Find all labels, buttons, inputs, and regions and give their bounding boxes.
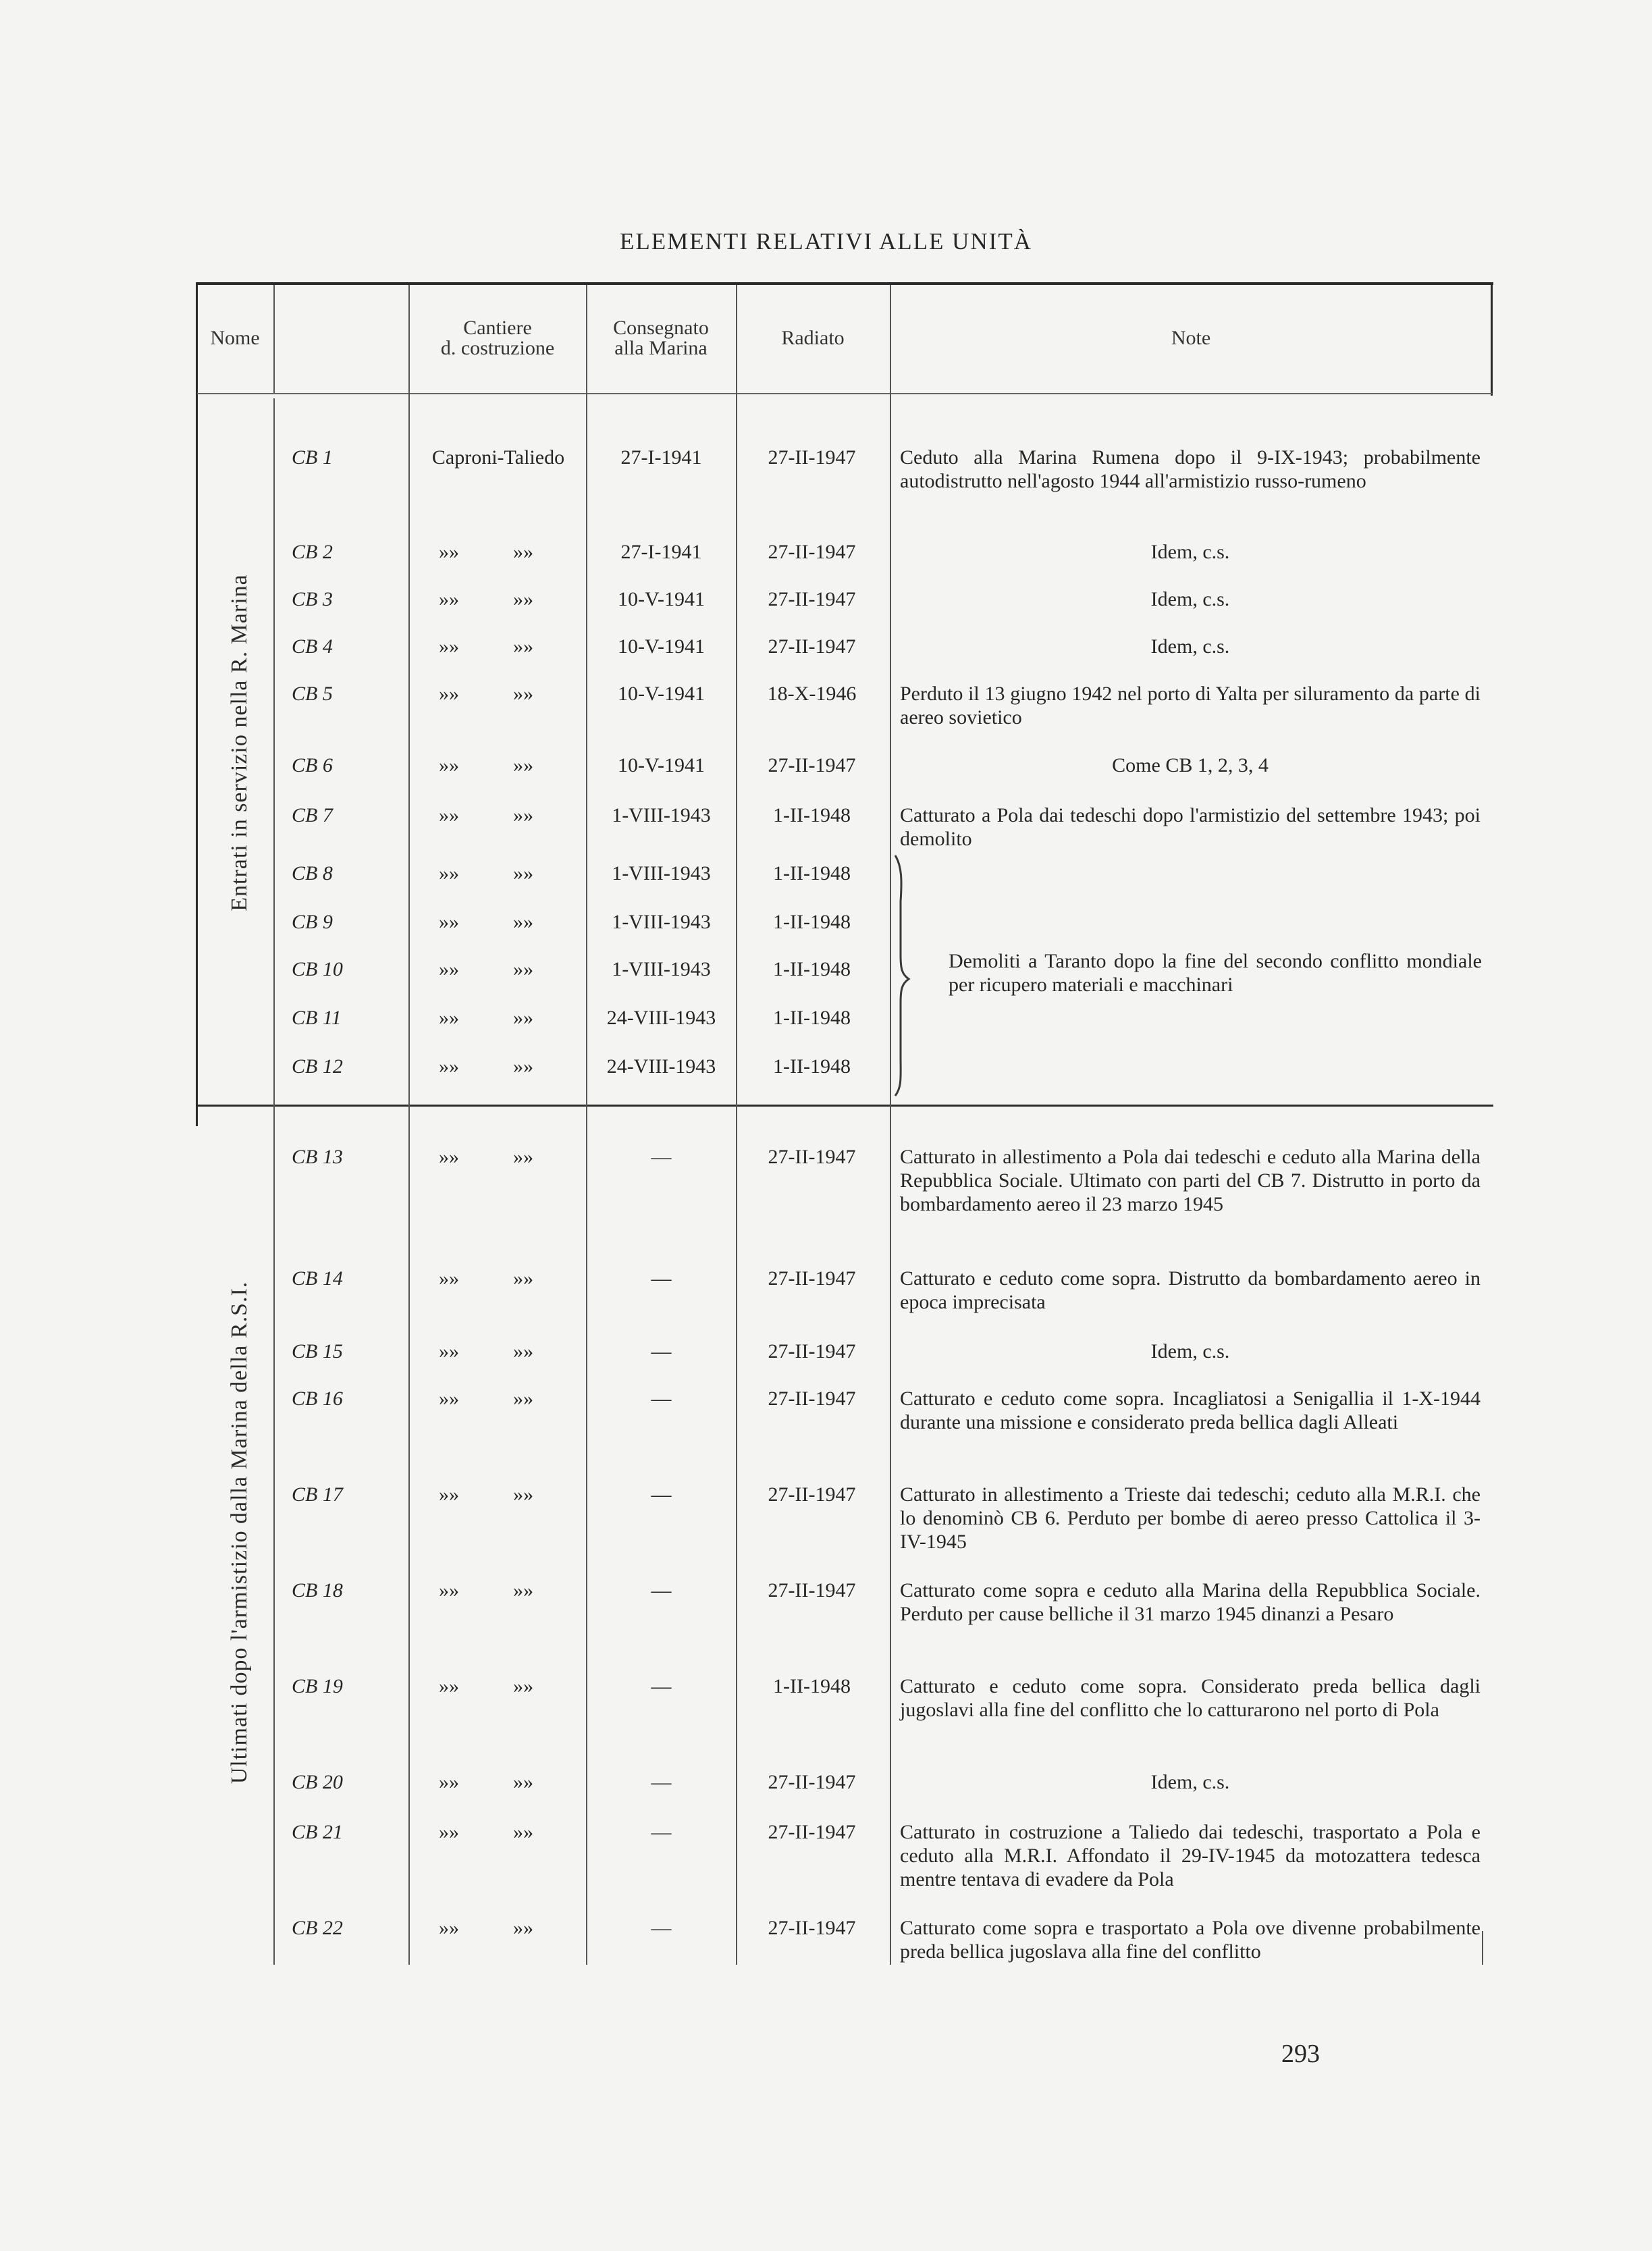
column-divider: [1482, 1931, 1483, 1965]
unit-removed-date: 27-II-1947: [768, 1146, 856, 1168]
ditto-mark: »»: [513, 862, 533, 884]
page-title: ELEMENTI RELATIVI ALLE UNITÀ: [619, 228, 1032, 255]
unit-removed-date: 1-II-1948: [773, 1675, 851, 1697]
unit-delivered-date: —: [651, 1387, 672, 1410]
unit-delivered-date: —: [651, 1146, 672, 1168]
unit-note: Come CB 1, 2, 3, 4: [1112, 754, 1269, 776]
unit-shipyard: Caproni-Taliedo: [431, 446, 565, 469]
ditto-mark: »»: [439, 1267, 459, 1290]
unit-delivered-date: —: [651, 1917, 672, 1939]
header-notes: Note: [1171, 327, 1211, 349]
section-label-rsi: Ultimati dopo l'armistizio dalla Marina della R.S.I.: [227, 1281, 252, 1784]
unit-removed-date: 1-II-1948: [773, 1055, 851, 1078]
ditto-mark: »»: [439, 862, 459, 884]
unit-name: CB 5: [292, 683, 333, 705]
unit-removed-date: 18-X-1946: [767, 683, 857, 705]
unit-name: CB 4: [292, 635, 333, 658]
header-shipyard: Cantiere d. costruzione: [440, 317, 555, 359]
unit-note: Catturato come sopra e trasportato a Pola ove divenne probabilmente preda bellica jugoslava alla fine del conflitto: [900, 1917, 1481, 1963]
header-name: Nome: [210, 327, 260, 349]
unit-delivered-date: 1-VIII-1943: [612, 862, 711, 884]
ditto-mark: »»: [513, 754, 533, 776]
unit-name: CB 16: [292, 1387, 343, 1410]
group-brace: [892, 854, 947, 1097]
unit-delivered-date: —: [651, 1771, 672, 1793]
unit-removed-date: 27-II-1947: [768, 541, 856, 563]
ditto-mark: »»: [513, 958, 533, 980]
ditto-mark: »»: [439, 1146, 459, 1168]
column-divider: [890, 285, 891, 1965]
ditto-mark: »»: [439, 683, 459, 705]
unit-removed-date: 27-II-1947: [768, 1340, 856, 1362]
unit-removed-date: 27-II-1947: [768, 446, 856, 469]
unit-removed-date: 1-II-1948: [773, 862, 851, 884]
unit-note: Catturato in allestimento a Pola dai tedeschi e ceduto alla Marina della Repubblica Sociale. Ultimato con parti del CB 7. Distrutto in porto da bombardamento aereo il 23 marzo 1945: [900, 1146, 1481, 1215]
unit-note: Catturato in allestimento a Trieste dai tedeschi; ceduto alla M.R.I. che lo denominò CB 6. Perduto per bombe di aereo presso Cattolica il 3-IV-1945: [900, 1483, 1481, 1553]
unit-removed-date: 27-II-1947: [768, 1771, 856, 1793]
unit-note: Catturato e ceduto come sopra. Distrutto da bombardamento aereo in epoca imprecisata: [900, 1267, 1481, 1313]
unit-name: CB 3: [292, 588, 333, 610]
unit-note: Idem, c.s.: [1150, 1340, 1230, 1362]
unit-name: CB 9: [292, 911, 333, 933]
ditto-mark: »»: [439, 1821, 459, 1843]
ditto-mark: »»: [513, 1579, 533, 1601]
unit-note: Catturato a Pola dai tedeschi dopo l'armistizio del settembre 1943; poi demolito: [900, 804, 1481, 850]
ditto-mark: »»: [439, 588, 459, 610]
unit-removed-date: 1-II-1948: [773, 958, 851, 980]
unit-delivered-date: —: [651, 1821, 672, 1843]
unit-name: CB 11: [292, 1007, 342, 1029]
ditto-mark: »»: [439, 541, 459, 563]
ditto-mark: »»: [513, 683, 533, 705]
unit-delivered-date: —: [651, 1579, 672, 1601]
unit-name: CB 2: [292, 541, 333, 563]
ditto-mark: »»: [439, 804, 459, 826]
ditto-mark: »»: [439, 1387, 459, 1410]
ditto-mark: »»: [439, 911, 459, 933]
unit-delivered-date: 27-I-1941: [620, 541, 702, 563]
ditto-mark: »»: [513, 1387, 533, 1410]
ditto-mark: »»: [513, 1771, 533, 1793]
unit-delivered-date: —: [651, 1267, 672, 1290]
ditto-mark: »»: [439, 1055, 459, 1078]
ditto-mark: »»: [439, 635, 459, 658]
unit-delivered-date: —: [651, 1483, 672, 1506]
section-label-regia-marina: Entrati in servizio nella R. Marina: [227, 574, 252, 911]
unit-note: Idem, c.s.: [1150, 541, 1230, 563]
column-divider: [736, 285, 737, 1965]
ditto-mark: »»: [439, 1579, 459, 1601]
unit-note: Catturato in costruzione a Taliedo dai tedeschi, trasportato a Pola e ceduto alla M.R.I. Affondato il 29-IV-1945 da motozattera tedesca mentre tentava di evadere da Pola: [900, 1821, 1481, 1890]
header-bottom-rule: [197, 393, 1492, 394]
unit-name: CB 15: [292, 1340, 343, 1362]
unit-delivered-date: 10-V-1941: [618, 635, 705, 658]
ditto-mark: »»: [513, 804, 533, 826]
unit-name: CB 8: [292, 862, 333, 884]
unit-delivered-date: 10-V-1941: [618, 683, 705, 705]
unit-removed-date: 27-II-1947: [768, 1483, 856, 1506]
unit-removed-date: 1-II-1948: [773, 911, 851, 933]
ditto-mark: »»: [439, 1007, 459, 1029]
unit-delivered-date: 10-V-1941: [618, 754, 705, 776]
unit-removed-date: 1-II-1948: [773, 1007, 851, 1029]
unit-delivered-date: 1-VIII-1943: [612, 804, 711, 826]
unit-note: Ceduto alla Marina Rumena dopo il 9-IX-1943; probabilmente autodistrutto nell'agosto 1944 all'armistizio russo-rumeno: [900, 446, 1481, 492]
ditto-mark: »»: [439, 1771, 459, 1793]
unit-delivered-date: —: [651, 1675, 672, 1697]
column-divider: [408, 285, 410, 1965]
table-right-rule: [1491, 282, 1493, 396]
unit-note: Idem, c.s.: [1150, 635, 1230, 658]
unit-delivered-date: 1-VIII-1943: [612, 911, 711, 933]
unit-name: CB 6: [292, 754, 333, 776]
page-number: 293: [1281, 2040, 1320, 2068]
unit-name: CB 18: [292, 1579, 343, 1601]
ditto-mark: »»: [439, 1675, 459, 1697]
ditto-mark: »»: [513, 1340, 533, 1362]
unit-removed-date: 27-II-1947: [768, 1267, 856, 1290]
group-note: Demoliti a Taranto dopo la fine del secondo conflitto mondiale per ricupero materiali e macchinari: [949, 950, 1482, 996]
unit-name: CB 1: [292, 446, 333, 469]
unit-name: CB 7: [292, 804, 333, 826]
ditto-mark: »»: [513, 1055, 533, 1078]
unit-note: Idem, c.s.: [1150, 1771, 1230, 1793]
table-left-rule: [196, 282, 198, 1126]
column-divider: [586, 285, 587, 1965]
section-divider-rule: [196, 1105, 1493, 1107]
unit-delivered-date: 24-VIII-1943: [606, 1055, 716, 1078]
ditto-mark: »»: [513, 1267, 533, 1290]
unit-removed-date: 27-II-1947: [768, 588, 856, 610]
unit-note: Idem, c.s.: [1150, 588, 1230, 610]
ditto-mark: »»: [513, 541, 533, 563]
ditto-mark: »»: [513, 1675, 533, 1697]
ditto-mark: »»: [513, 1483, 533, 1506]
unit-removed-date: 27-II-1947: [768, 1917, 856, 1939]
ditto-mark: »»: [439, 1917, 459, 1939]
column-divider: [273, 398, 275, 1965]
unit-name: CB 10: [292, 958, 343, 980]
unit-name: CB 14: [292, 1267, 343, 1290]
header-delivered: Consegnato alla Marina: [613, 317, 709, 359]
ditto-mark: »»: [513, 1146, 533, 1168]
unit-name: CB 20: [292, 1771, 343, 1793]
unit-note: Perduto il 13 giugno 1942 nel porto di Yalta per siluramento da parte di aereo sovietico: [900, 683, 1481, 729]
unit-delivered-date: 24-VIII-1943: [606, 1007, 716, 1029]
ditto-mark: »»: [439, 1483, 459, 1506]
unit-removed-date: 27-II-1947: [768, 754, 856, 776]
ditto-mark: »»: [513, 1007, 533, 1029]
unit-removed-date: 27-II-1947: [768, 1387, 856, 1410]
unit-delivered-date: 1-VIII-1943: [612, 958, 711, 980]
unit-name: CB 13: [292, 1146, 343, 1168]
unit-removed-date: 27-II-1947: [768, 635, 856, 658]
ditto-mark: »»: [513, 1917, 533, 1939]
ditto-mark: »»: [513, 635, 533, 658]
unit-name: CB 12: [292, 1055, 343, 1078]
unit-name: CB 22: [292, 1917, 343, 1939]
unit-delivered-date: —: [651, 1340, 672, 1362]
unit-removed-date: 27-II-1947: [768, 1579, 856, 1601]
unit-name: CB 17: [292, 1483, 343, 1506]
unit-note: Catturato e ceduto come sopra. Considerato preda bellica dagli jugoslavi alla fine del conflitto che lo catturarono nel porto di Pola: [900, 1675, 1481, 1721]
ditto-mark: »»: [513, 588, 533, 610]
unit-removed-date: 1-II-1948: [773, 804, 851, 826]
ditto-mark: »»: [439, 958, 459, 980]
unit-delivered-date: 27-I-1941: [620, 446, 702, 469]
ditto-mark: »»: [439, 754, 459, 776]
unit-name: CB 19: [292, 1675, 343, 1697]
unit-delivered-date: 10-V-1941: [618, 588, 705, 610]
unit-name: CB 21: [292, 1821, 343, 1843]
unit-note: Catturato e ceduto come sopra. Incagliatosi a Senigallia il 1-X-1944 durante una missione e considerato preda bellica dagli Alleati: [900, 1387, 1481, 1433]
ditto-mark: »»: [513, 911, 533, 933]
unit-removed-date: 27-II-1947: [768, 1821, 856, 1843]
ditto-mark: »»: [439, 1340, 459, 1362]
ditto-mark: »»: [513, 1821, 533, 1843]
header-removed: Radiato: [781, 327, 845, 349]
column-divider: [273, 285, 275, 393]
unit-note: Catturato come sopra e ceduto alla Marina della Repubblica Sociale. Perduto per cause belliche il 31 marzo 1945 dinanzi a Pesaro: [900, 1579, 1481, 1625]
